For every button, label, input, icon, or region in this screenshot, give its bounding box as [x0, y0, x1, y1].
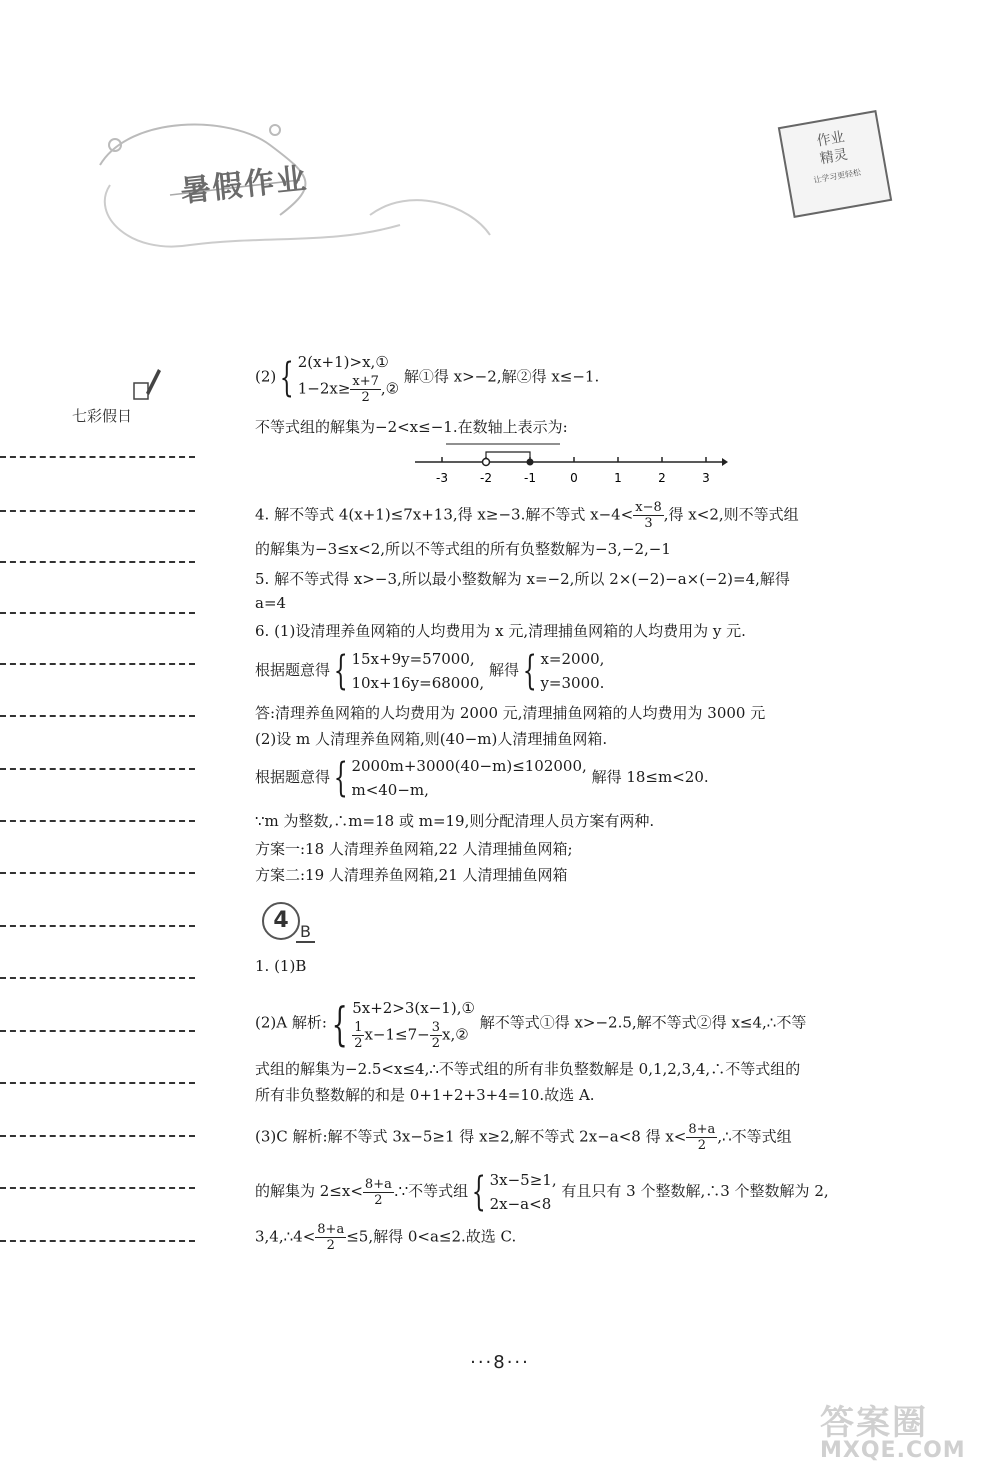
tick-label: -2: [480, 471, 492, 485]
left-brace: {: [279, 354, 294, 401]
fraction-numerator: 8+a: [688, 1122, 716, 1137]
tick-label: -1: [524, 471, 536, 485]
q6-res2: y=3000.: [540, 674, 605, 692]
q5-line1: 5. 解不等式得 x>−3,所以最小整数解为 x=−2,所以 2×(−2)−a×(−2)=4,解得: [255, 570, 790, 588]
fraction: [352, 1020, 364, 1051]
fraction: [315, 1222, 346, 1253]
watermark-url: MXQE.COM: [820, 1438, 966, 1463]
sidebar-dash-line: [0, 715, 195, 717]
q6-plan1: 方案一:18 人清理养鱼网箱,22 人清理捕鱼网箱;: [255, 840, 573, 858]
s4-q1-3-a: (3)C 解析:解不等式 3x−5≥1 得 x≥2,解不等式 2x−a<8 得 x<: [255, 1127, 687, 1146]
stamp-line-1: 作业: [815, 129, 846, 150]
s4-q1-2-prefix: (2)A 解析:: [255, 1013, 327, 1032]
left-brace: {: [333, 755, 348, 801]
q6-eq1: 15x+9y=57000,: [351, 650, 475, 668]
fraction: [686, 1122, 717, 1153]
p2-eq2-left: 1−2x≥: [297, 379, 351, 398]
tick-label: 1: [614, 471, 622, 485]
watermark-logo: 答案圈: [820, 1403, 928, 1443]
s4-q1-3-line1: [255, 1122, 792, 1153]
fraction-numerator: 1: [354, 1020, 363, 1035]
s4-q1-3-f: 3,4,∴4<: [255, 1227, 316, 1246]
s4-q1-3-sys2: 2x−a<8: [489, 1195, 552, 1213]
sidebar-dash-line: [0, 612, 195, 614]
q6-res-stack: [540, 647, 604, 695]
header-title: 暑假作业: [178, 161, 310, 210]
q6-plan2: 方案二:19 人清理养鱼网箱,21 人清理捕鱼网箱: [255, 866, 568, 884]
number-line: [410, 440, 730, 488]
s4-q1-3-sys: [490, 1168, 557, 1216]
left-brace: {: [333, 648, 348, 694]
page-number: ···8···: [470, 1352, 530, 1373]
fraction-numerator: 8+a: [317, 1222, 345, 1237]
tick-label: -3: [436, 471, 448, 485]
p2-result: 解①得 x>−2,解②得 x≤−1.: [403, 367, 600, 386]
s4-q1-2-eq1: 5x+2>3(x−1),①: [352, 999, 475, 1017]
s4-q1-2-line2: 式组的解集为−2.5<x≤4,∴不等式组的所有非负整数解是 0,1,2,3,4,∴不等式组的: [255, 1060, 801, 1078]
fraction-numerator: 8+a: [364, 1176, 392, 1192]
s4-q1-2-system: [255, 996, 806, 1051]
fraction-denominator: 2: [326, 1238, 335, 1253]
sidebar-dash-line: [0, 977, 195, 979]
s4-q1-2-stack: [352, 996, 475, 1051]
q4-text-a: 4. 解不等式 4(x+1)≤7x+13,得 x≥−3.解不等式 x−4<: [255, 505, 634, 524]
sidebar-dash-line: [0, 1187, 195, 1189]
tick-label: 3: [702, 471, 710, 485]
sidebar-label: 七彩假日: [72, 407, 133, 425]
q6-ineq1: 2000m+3000(40−m)≤102000,: [351, 757, 587, 775]
sidebar-dash-line: [0, 1240, 195, 1242]
section-number-badge: 4: [262, 902, 300, 940]
p2-solution: 不等式组的解集为−2<x≤−1.在数轴上表示为:: [255, 418, 568, 436]
fraction-numerator: x+7: [352, 374, 379, 389]
sidebar-dash-line: [0, 456, 195, 458]
q6-label-b: 根据题意得: [255, 768, 331, 786]
q5-line2: a=4: [255, 594, 287, 612]
pen-icon: [132, 365, 162, 403]
left-brace: {: [522, 648, 537, 694]
s4-q1-3-e: 有且只有 3 个整数解,∴3 个整数解为 2,: [561, 1182, 829, 1200]
sidebar-dash-line: [0, 1135, 195, 1137]
fraction-numerator: 3: [431, 1020, 441, 1035]
q6-ineq-res: 解得 18≤m<20.: [591, 768, 709, 786]
s4-q1-3-sys1: 3x−5≥1,: [489, 1171, 557, 1189]
q4-text-b: ,得 x<2,则不等式组: [663, 505, 799, 524]
fraction-denominator: 2: [354, 1036, 363, 1051]
fraction: [363, 1177, 394, 1208]
fraction-denominator: 2: [697, 1138, 706, 1153]
fraction-numerator: x−8: [635, 500, 662, 515]
q6-part2: (2)设 m 人清理养鱼网箱,则(40−m)人清理捕鱼网箱.: [255, 730, 608, 748]
sidebar-dash-line: [0, 872, 195, 874]
q6-answer: 答:清理养鱼网箱的人均费用为 2000 元,清理捕鱼网箱的人均费用为 3000 元: [255, 704, 766, 722]
s4-q1-1: 1. (1)B: [255, 957, 307, 975]
fraction: [350, 374, 381, 405]
q6-line1: 6. (1)设清理养鱼网箱的人均费用为 x 元,清理捕鱼网箱的人均费用为 y 元.: [255, 622, 746, 640]
sidebar-dash-line: [0, 1082, 195, 1084]
q4-line2: 的解集为−3≤x<2,所以不等式组的所有负整数解为−3,−2,−1: [255, 540, 671, 558]
fraction-denominator: 2: [431, 1036, 441, 1051]
stamp-line-2: 精灵: [818, 146, 849, 168]
left-brace: {: [331, 996, 348, 1051]
tick-label: 2: [658, 471, 666, 485]
section-sub-label: B: [296, 922, 315, 943]
open-point: [483, 459, 490, 466]
s4-q1-2-eq2-d: x,②: [442, 1025, 469, 1044]
fraction-denominator: 2: [374, 1192, 383, 1208]
closed-point: [527, 459, 534, 466]
q6-eq2: 10x+16y=68000,: [351, 674, 485, 692]
s4-q1-2-eq2: [352, 1020, 475, 1051]
s4-q1-3-c: 的解集为 2≤x<: [255, 1182, 363, 1200]
q6-res1: x=2000,: [540, 650, 605, 668]
sidebar-dash-line: [0, 925, 195, 927]
s4-q1-2-eq2-b: x−1≤7−: [364, 1025, 430, 1044]
sidebar-dash-line: [0, 561, 195, 563]
q6-integer: ∵m 为整数,∴m=18 或 m=19,则分配清理人员方案有两种.: [255, 812, 655, 830]
p2-prefix: (2): [255, 367, 277, 386]
q6-system: [255, 647, 604, 695]
stamp-small: 让学习更轻松: [812, 167, 862, 185]
s4-q1-3-d: .∵不等式组: [393, 1182, 469, 1200]
q4-line1: [255, 500, 799, 531]
p2-stack: [298, 350, 399, 405]
q6-solve: 解得: [488, 661, 519, 679]
s4-q1-2-line3: 所有非负整数解的和是 0+1+2+3+4=10.故选 A.: [255, 1086, 595, 1104]
q6-ineq-stack: [351, 754, 586, 802]
sidebar-dash-line: [0, 510, 195, 512]
s4-q1-2-result: 解不等式①得 x>−2.5,解不等式②得 x≤4,∴不等: [479, 1013, 807, 1032]
s4-q1-3-b: ,∴不等式组: [717, 1127, 792, 1146]
p2-eq2-right: ,②: [380, 379, 400, 398]
stamp-logo: [778, 110, 892, 218]
q6-stack: [351, 647, 484, 695]
fraction: [430, 1020, 442, 1051]
p2-eq1: 2(x+1)>x,①: [297, 353, 389, 371]
q6-ineq2: m<40−m,: [351, 781, 429, 799]
s4-q1-3-line2: [255, 1168, 829, 1216]
q6-system-2: [255, 754, 709, 802]
p2-system: [255, 350, 599, 405]
s4-q1-3-line3: [255, 1222, 516, 1253]
left-brace: {: [471, 1169, 486, 1215]
sidebar-dash-line: [0, 1030, 195, 1032]
sidebar-dash-line: [0, 820, 195, 822]
p2-eq2: [298, 374, 399, 405]
s4-q1-3-g: ≤5,解得 0<a≤2.故选 C.: [346, 1227, 517, 1246]
tick-label: 0: [570, 471, 578, 485]
fraction: [633, 500, 664, 531]
fraction-denominator: 2: [361, 390, 370, 405]
q6-label-a: 根据题意得: [255, 661, 331, 679]
sidebar-dash-line: [0, 768, 195, 770]
sidebar-dash-line: [0, 663, 195, 665]
fraction-denominator: 3: [644, 516, 653, 531]
interval-bracket: [486, 452, 530, 462]
